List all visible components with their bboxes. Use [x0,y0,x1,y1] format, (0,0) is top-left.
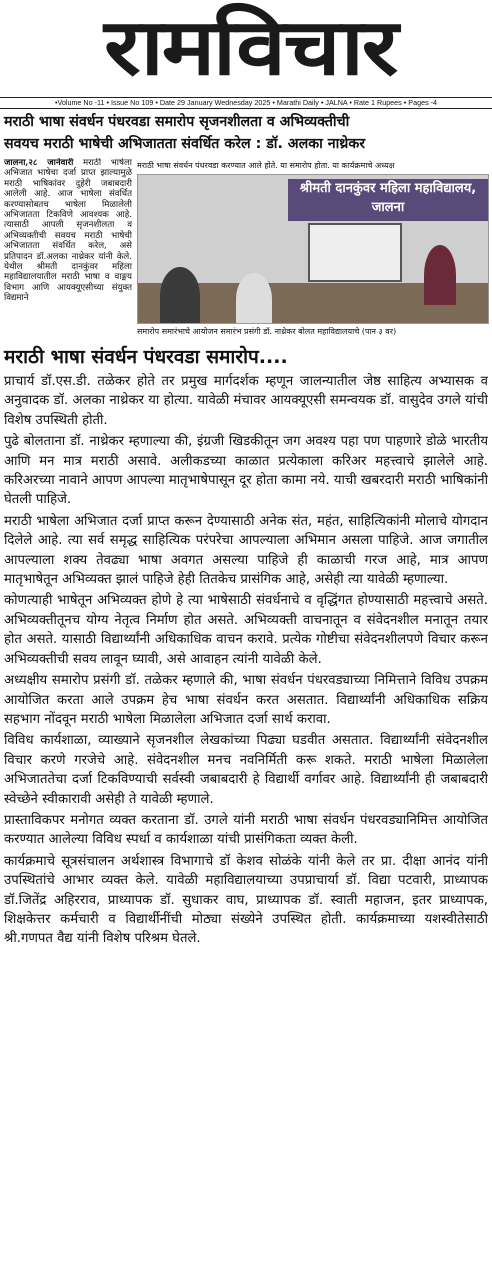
body-paragraph: अध्यक्षीय समारोप प्रसंगी डॉ. तळेकर म्हणाले की, भाषा संवर्धन पंधरवड्याच्या निमित्ताने विविध उपक्रम आयोजित करता आले उपक्रम हेच भाषा संवर्धन करत असतात. विद्यार्थ्यांनी अधिकाधिक सक्रिय सहभाग नोंदवून मराठी भाषेला मिळालेला अभिजात दर्जा सार्थ करावा. [4,673,488,727]
headline-line-2: सवयच मराठी भाषेची अभिजातता संवर्धित करेल : डॉ. अलका नाथ्रेकर [4,136,366,152]
issue-meta-line: •Volume No -11 • Issue No 109 • Date 29 January Wednesday 2025 • Marathi Daily • JALNA • Rate 1 Rupees • Pages -4 [0,97,492,109]
projector-screen [308,223,402,282]
body-paragraph: विविध कार्यशाळा, व्याख्याने सृजनशील लेखकांच्या पिढ्या घडवीत असतात. विद्यार्थ्यांनी संवेदनशील विचार करणे गरजेचे आहे. संवेदनशील मनच नवनिर्मिती करू शकते. मराठी भाषेला मिळालेला अभिजाततेचा दर्जा टिकविण्याची सर्वस्वी जबाबदारी हे विद्यार्थी वर्गावर आहे. विद्यार्थ्यांनी ही जबाबदारी स्वेच्छेने स्वीकारावी असेही ते यावेळी म्हणाले. [4,733,488,807]
dateline: जालना,२८ जानेवारी [4,158,74,168]
newspaper-title: रामविचार [103,3,397,93]
body-paragraph: कार्यक्रमाचे सूत्रसंचालन अर्थशास्त्र विभागाचे डॉ केशव सोळंके यांनी केले तर प्रा. दीक्षा आनंद यांनी उपस्थितांचे आभार व्यक्त केले. यावेळी महाविद्यालयाच्या उपप्राचार्या डॉ. विद्या पटवारी, प्राध्यापक डॉ.जितेंद्र अहिरराव, प्राध्यापक डॉ. सुधाकर वाघ, प्राध्यापक डॉ. स्वाती महाजन, इतर प्राध्यापक, शिक्षकेत्तर कर्मचारी व विद्यार्थीनींची मोठ्या संख्येने उपस्थित होती. कार्यक्रमाच्या यशस्वीतेसाठी श्री.गणपत वैद्य यांनी विशेष परिश्रम घेतले. [4,853,488,947]
guest-figure [236,273,272,324]
college-banner: श्रीमती दानकुंवर महिला महाविद्यालय, जालना [288,179,488,221]
headline [4,111,488,155]
speaker-at-podium-figure [424,245,456,305]
article-body [4,372,488,1278]
intro-text: मराठी भाषेला अभिजात भाषेचा दर्जा प्राप्त झाल्यामुळे मराठी भाषिकांवर दुहेरी जबाबदारी आलेली आहे. आज भाषेला संवर्धित करण्यासोबतच भाषेला मिळालेली अभिजातता टिकविणे आवश्यक आहे. त्यासाठी आपली सृजनशीलता व अभिव्यक्तीची सवयच मराठी भाषेची अभिजातता संवर्धित करेल, असे प्रतिपादन डॉ.अलका नाथ्रेकर यांनी केले. येथील श्रीमती दानकुंवर महिला महाविद्यालयातील मराठी भाषा व वाङ्मय विभाग आणि आयक्यूएसीच्या संयुक्त विद्यमाने [4,158,132,304]
intro-column [4,158,132,336]
body-paragraph: मराठी भाषेला अभिजात दर्जा प्राप्त करून देण्यासाठी अनेक संत, महंत, साहित्यिकांनी मोलाचे योगदान दिलेले आहे. त्या सर्व समृद्ध साहित्यिक परंपरेचा आपल्याला अभिमान असला पाहिजे. आज जगातील आपल्याला शक्य तेवढ्या भाषा अवगत असल्या पाहिजे ही काळाची गरज आहे, मात्र आपण मातृभाषेतून अभिव्यक्त झालं पाहिजे हेही तितकेच प्रासंगिक आहे, असेही त्या यावेळी म्हणाल्या. [4,513,488,588]
body-paragraph: प्राचार्य डॉ.एस.डी. तळेकर होते तर प्रमुख मार्गदर्शक म्हणून जालन्यातील जेष्ठ साहित्य अभ्यासक व अनुवादक डॉ. अलका नाथ्रेकर या होत्या. यावेळी मंचावर आयक्यूएसी समन्वयक डॉ. वासुदेव उगले यांची विशेष उपस्थिती होती. [4,374,488,428]
photo-caption-top: मराठी भाषा संवर्धन पंधरवडा करण्यात आले होते. या समारोप होता. या कार्यक्रमाचे अध्यक्ष [137,161,395,170]
event-photo [137,174,489,324]
body-paragraph: पुढे बोलताना डॉ. नाथ्रेकर म्हणाल्या की, इंग्रजी खिडकीतून जग अवश्य पहा पण पाहणारे डोळे भारतीय आणि मन मात्र मराठी असावे. अलीकडच्या काळात प्रत्येकाला करिअर महत्त्वाचे झालेले आहे. करिअरच्या नावाने आपण आपल्या मातृभाषेपासून दूर होता कामा नये. याची खबरदारी मराठी भाषिकांनी घेतली पाहिजे. [4,434,488,508]
speaker-figure [160,267,200,324]
photo-caption-bottom: समारोप समारंभाचे आयोजन समारंभ प्रसंगी डॉ. नाथ्रेकर बोलत महाविद्यालयाचे (पान ३ वर) [137,327,397,336]
body-paragraph: कोणत्याही भाषेतून अभिव्यक्त होणे हे त्या भाषेसाठी संवर्धनाचे व वृद्धिंगत होण्यासाठी महत्त्वाचे असते. अभिव्यक्तीतूनच योग्य नेतृत्व निर्माण होत असते. अभिव्यक्ती वाचनातून व संवेदनशील मनातून तयार होत असते. यासाठी विद्यार्थ्यांनी अधिकाधिक वाचन करावे. प्रत्येक गोष्टीचा संवेदनशीलपणे विचार करून अभिव्यक्तीची सवय लावून घ्यावी, असे आवाहन त्यांनी यावेळी केले. [4,593,488,667]
body-paragraph: प्रास्ताविकपर मनोगत व्यक्त करताना डॉ. उगले यांनी मराठी भाषा संवर्धन पंधरवड्यानिमित्त आयोजित करण्यात आलेल्या विविध स्पर्धा व कार्यशाळा यांची प्रासंगिकता व्यक्त केली. [4,812,488,848]
masthead [0,0,492,96]
headline-line-1: मराठी भाषा संवर्धन पंधरवडा समारोप सृजनशीलता व अभिव्यक्तीची [4,114,350,130]
continuation-heading: मराठी भाषा संवर्धन पंधरवडा समारोप.... [4,346,288,368]
